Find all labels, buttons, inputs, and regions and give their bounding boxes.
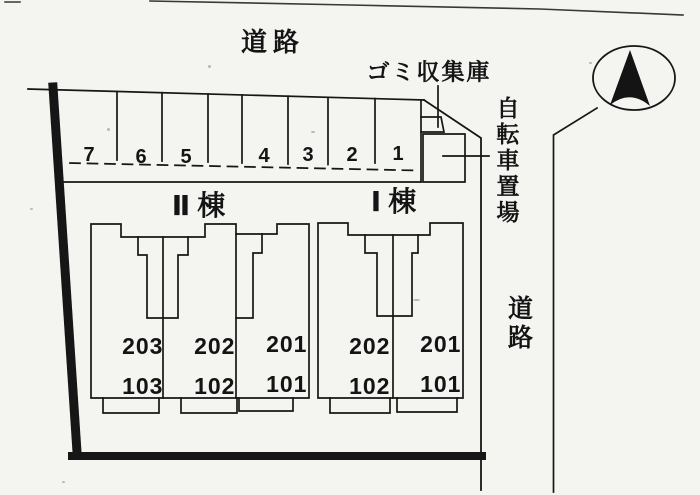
building-2-stairwell-2 xyxy=(236,234,262,318)
site-boundary-right-line xyxy=(424,100,481,490)
garbage-box xyxy=(421,117,444,132)
scan-speck xyxy=(208,65,211,68)
garbage-store-label: ゴミ収集庫 xyxy=(366,58,492,85)
site-boundary-left-line xyxy=(53,87,77,452)
unit-lower-number: 103 xyxy=(122,373,164,399)
building-2-label: Ⅱ棟 xyxy=(171,190,233,221)
bicycle-box xyxy=(423,134,465,182)
scan-speck xyxy=(311,131,315,133)
unit-lower-number: 102 xyxy=(194,373,236,399)
bicycle-parking-label: 自転車置場 xyxy=(493,96,520,226)
unit-upper-number: 201 xyxy=(420,331,462,357)
parking-space-number-2: 2 xyxy=(346,144,358,166)
north-arrow-icon xyxy=(610,50,650,106)
scan-speck xyxy=(107,128,110,131)
scan-speck xyxy=(30,208,33,210)
road-edge-right-line xyxy=(554,108,598,492)
unit-label-b1-202-102 xyxy=(320,316,391,416)
road-edge-top-line xyxy=(5,1,683,15)
unit-upper-number: 202 xyxy=(349,333,391,359)
parking-space-number-5: 5 xyxy=(180,146,192,168)
parking-space-number-3: 3 xyxy=(302,144,314,166)
unit-label-b1-201-101 xyxy=(391,314,462,414)
unit-lower-number: 102 xyxy=(349,373,391,399)
parking-space-number-7: 7 xyxy=(83,144,95,166)
building-1-stairwell xyxy=(365,235,418,316)
parking-area xyxy=(28,89,424,182)
parking-space-number-4: 4 xyxy=(258,145,270,167)
unit-upper-number: 201 xyxy=(266,331,308,357)
building-1-label: Ⅰ棟 xyxy=(370,186,424,217)
unit-upper-number: 202 xyxy=(194,333,236,359)
road-label-right: 道路 xyxy=(504,295,533,353)
parking-space-dividers xyxy=(117,92,375,168)
unit-label-b2-201-101 xyxy=(237,314,308,414)
scan-speck xyxy=(589,62,592,64)
parking-top-line xyxy=(28,89,424,100)
unit-label-b2-203-103 xyxy=(93,316,164,416)
unit-upper-number: 203 xyxy=(122,333,164,359)
compass xyxy=(593,46,675,110)
unit-lower-number: 101 xyxy=(266,371,308,397)
unit-lower-number: 101 xyxy=(420,371,462,397)
scan-speck xyxy=(413,299,420,301)
parking-space-number-6: 6 xyxy=(135,146,147,168)
parking-front-dashed-line xyxy=(70,163,418,171)
road-label-top: 道路 xyxy=(240,27,306,57)
bicycle-parking xyxy=(423,134,489,182)
parking-space-number-1: 1 xyxy=(392,143,404,165)
scan-speck xyxy=(62,481,65,483)
unit-label-b2-202-102 xyxy=(165,316,236,416)
garbage-store xyxy=(421,86,444,132)
